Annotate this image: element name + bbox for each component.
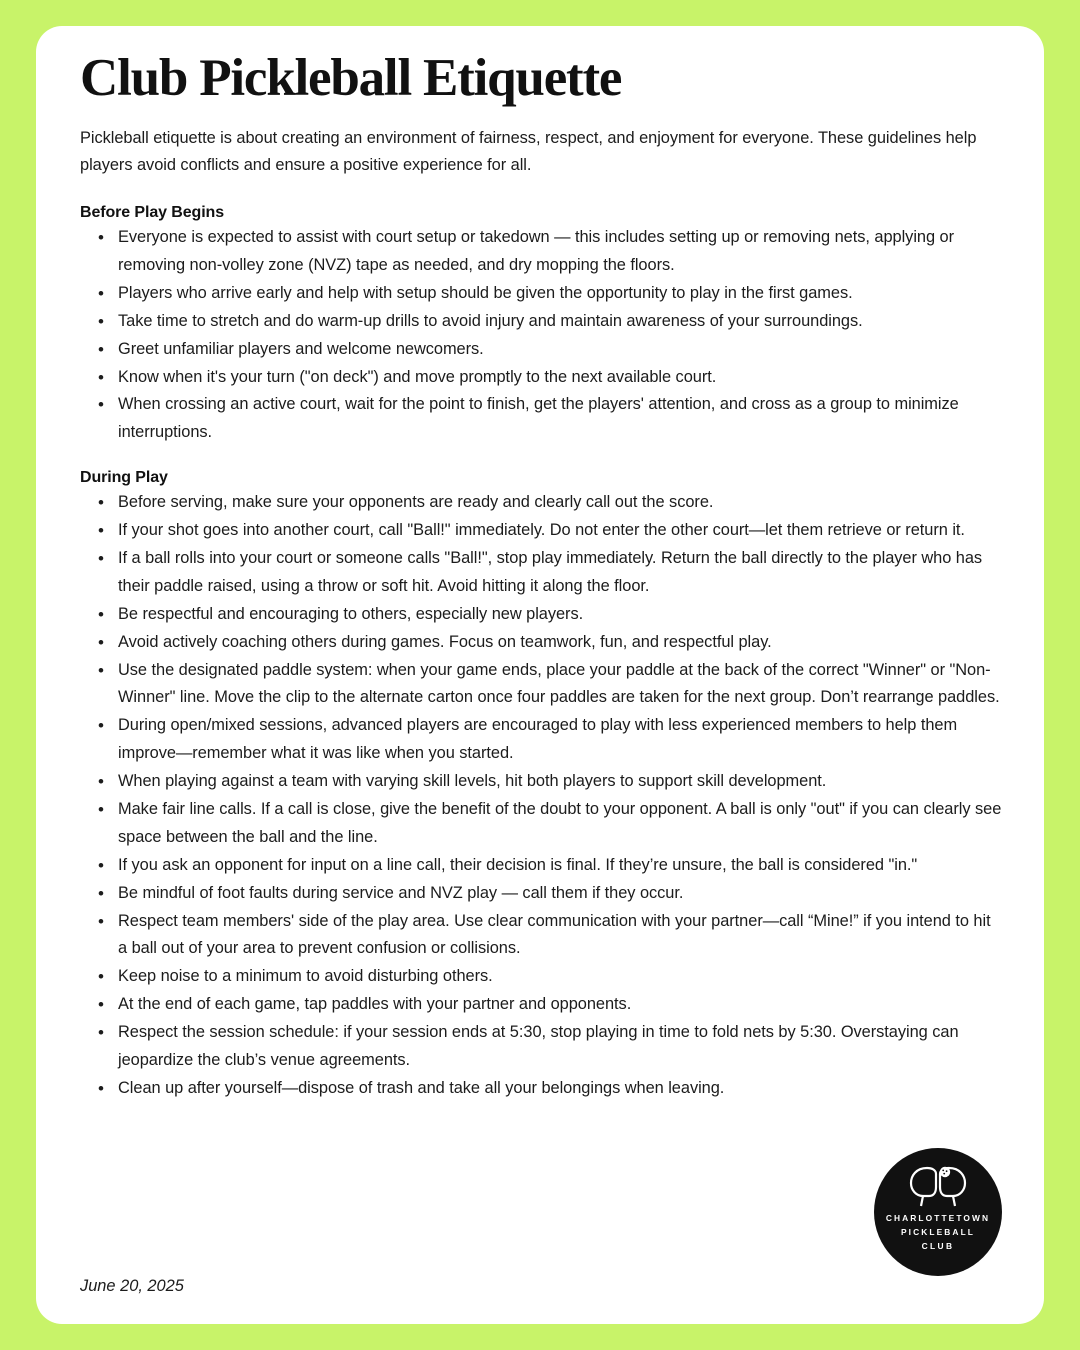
badge-line-1: CHARLOTTETOWN (885, 1213, 991, 1223)
section-list (80, 224, 1004, 447)
badge-line-2: PICKLEBALL (900, 1226, 976, 1237)
pickleball-paddles-icon (901, 1162, 975, 1208)
list-item: • At the end of each game, tap paddles with your partner and opponents. (118, 991, 1004, 1019)
list-item: • Players who arrive early and help with setup should be given the opportunity to play in the first games. (118, 280, 1004, 308)
section-list (80, 489, 1004, 1103)
page-title: Club Pickleball Etiquette (80, 49, 622, 107)
list-item: • When playing against a team with varying skill levels, hit both players to support skill development. (118, 768, 1004, 796)
list-item: • If you ask an opponent for input on a line call, their decision is final. If they’re unsure, the ball is considered "in." (118, 852, 1004, 880)
section-before-play (80, 204, 1004, 447)
list-item: • Make fair line calls. If a call is close, give the benefit of the doubt to your opponent. A ball is only "out" if you can clearly see space between the ball and the line. (118, 796, 1004, 852)
list-item: • When crossing an active court, wait for the point to finish, get the players' attention, and cross as a group to minimize interruptions. (118, 391, 1004, 447)
list-item: • Avoid actively coaching others during games. Focus on teamwork, fun, and respectful play. (118, 629, 1004, 657)
intro-paragraph: Pickleball etiquette is about creating an environment of fairness, respect, and enjoyment for everyone. These guidelines help players avoid conflicts and ensure a positive experience for all. (80, 128, 977, 174)
document-date: June 20, 2025 (80, 1277, 184, 1295)
list-item: • Be mindful of foot faults during service and NVZ play — call them if they occur. (118, 880, 1004, 908)
section-heading: During Play (80, 469, 168, 487)
list-item: • Clean up after yourself—dispose of trash and take all your belongings when leaving. (118, 1075, 1004, 1103)
list-item: • During open/mixed sessions, advanced players are encouraged to play with less experienced members to help them improve—remember what it was like when you started. (118, 712, 1004, 768)
section-during-play (80, 469, 1004, 1103)
list-item: • Be respectful and encouraging to others, especially new players. (118, 601, 1004, 629)
document-page (36, 26, 1044, 1324)
list-item: • Keep noise to a minimum to avoid disturbing others. (118, 963, 1004, 991)
list-item: • Respect the session schedule: if your session ends at 5:30, stop playing in time to fold nets by 5:30. Overstaying can jeopardize the club’s venue agreements. (118, 1019, 1004, 1075)
list-item: • Know when it's your turn ("on deck") and move promptly to the next available court. (118, 364, 1004, 392)
list-item: • If your shot goes into another court, call "Ball!" immediately. Do not enter the other court—let them retrieve or return it. (118, 517, 1004, 545)
list-item: • Use the designated paddle system: when your game ends, place your paddle at the back of the correct "Winner" or "Non-Winner" line. Move the clip to the alternate carton once four paddles are taken for the next group. Don’t rearrange paddles. (118, 657, 1004, 713)
document-content (80, 48, 1004, 1125)
list-item: • Greet unfamiliar players and welcome newcomers. (118, 336, 1004, 364)
list-item: • Take time to stretch and do warm-up drills to avoid injury and maintain awareness of your surroundings. (118, 308, 1004, 336)
badge-line-3: CLUB (921, 1240, 955, 1251)
list-item: • Before serving, make sure your opponents are ready and clearly call out the score. (118, 489, 1004, 517)
club-logo-badge (874, 1148, 1002, 1276)
list-item: • Everyone is expected to assist with court setup or takedown — this includes setting up or removing nets, applying or removing non-volley zone (NVZ) tape as needed, and dry mopping the floors. (118, 224, 1004, 280)
list-item: • Respect team members' side of the play area. Use clear communication with your partner—call “Mine!” if you intend to hit a ball out of your area to prevent confusion or collisions. (118, 908, 1004, 964)
section-heading: Before Play Begins (80, 204, 225, 222)
list-item: • If a ball rolls into your court or someone calls "Ball!", stop play immediately. Return the ball directly to the player who has their paddle raised, using a throw or soft hit. Avoid hitting it along the floor. (118, 545, 1004, 601)
